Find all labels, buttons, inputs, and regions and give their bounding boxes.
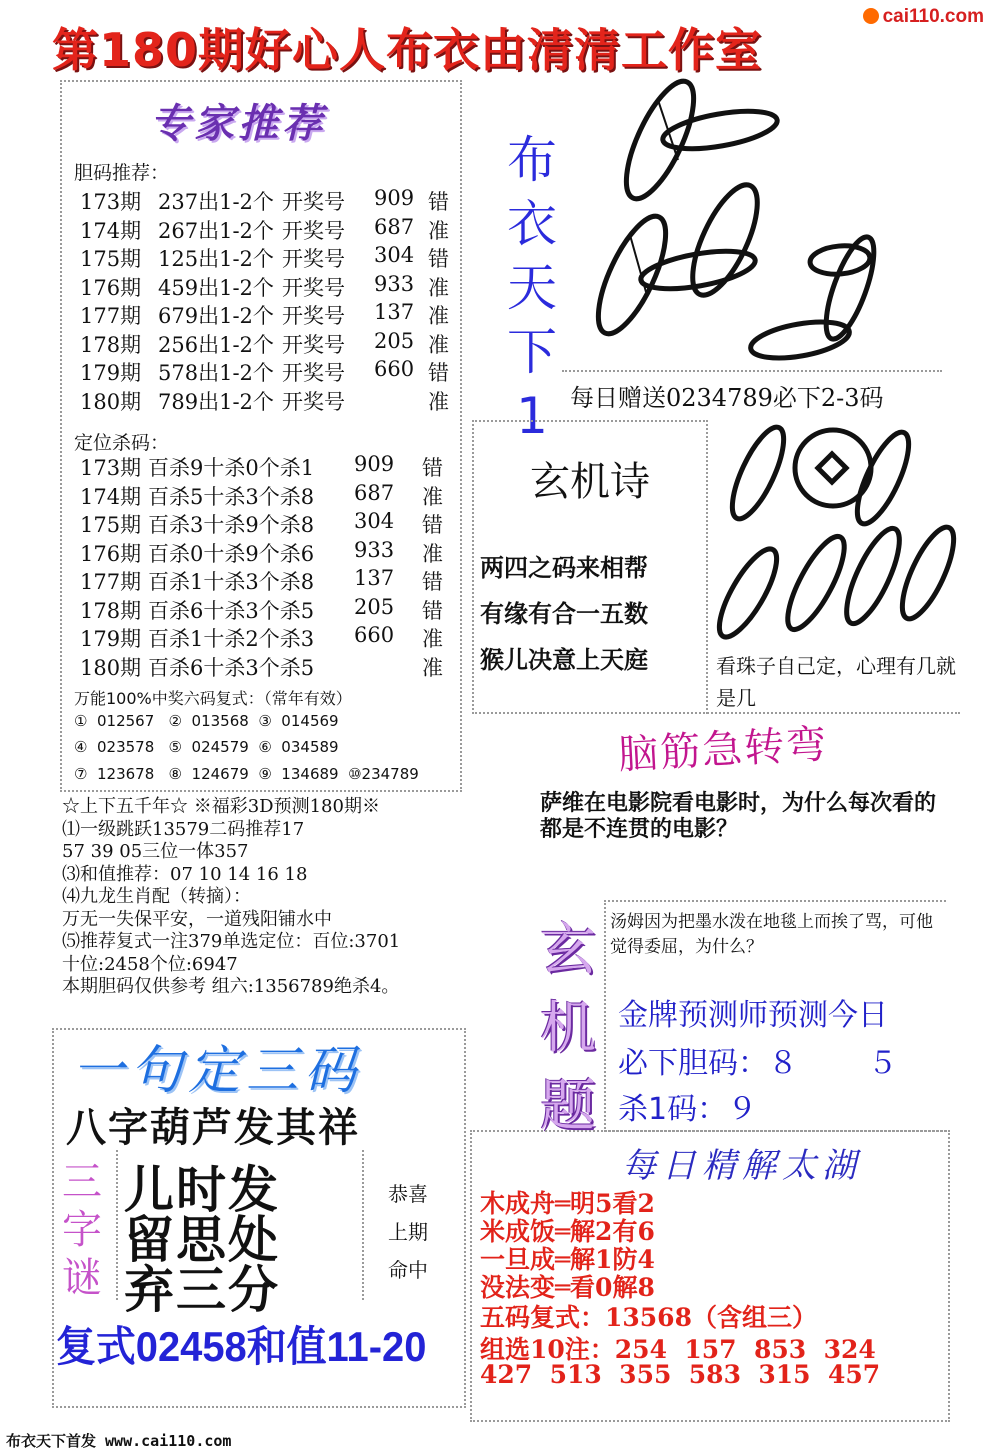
kill-status: 错 — [422, 513, 443, 537]
six-code-heading: 万能100%中奖六码复式：（常年有效） — [74, 689, 352, 708]
kill-result: 137 — [354, 566, 395, 590]
misc-line: ⑴一级跳跃13579二码推荐17 — [62, 818, 305, 840]
dan-result: 137 — [374, 300, 415, 324]
taihu-line: 427 513 355 583 315 457 — [480, 1360, 881, 1389]
kill-period: 180期 — [80, 655, 142, 680]
kill-period: 179期 — [80, 627, 142, 651]
misc-line: ⑸推荐复式一注379单选定位：百位:3701 — [62, 931, 401, 952]
dan-period: 179期 — [80, 361, 142, 385]
dan-period: 173期 — [80, 190, 142, 214]
taihu-line: 五码复式：13568（含组三） — [480, 1303, 817, 1332]
dan-pick: 459出1-2个 — [158, 275, 274, 300]
dan-status: 准 — [428, 332, 449, 357]
kill-period: 178期 — [80, 598, 142, 623]
kill-pick: 百杀6十杀3个杀5 — [148, 655, 315, 680]
sanzi-char: 三 — [62, 1159, 102, 1205]
dan-pick: 237出1-2个 — [158, 190, 274, 214]
poem-line: 两四之码来相帮 — [480, 554, 648, 582]
kill-period: 176期 — [80, 541, 142, 566]
taihu-title: 每日精解太湖 — [622, 1146, 862, 1186]
taihu-line: 木成舟═明5看2 — [480, 1189, 655, 1218]
six-code-row: ④ 023578 ⑤ 024579 ⑥ 034589 — [74, 738, 339, 756]
buyi-char: 下 — [507, 323, 557, 381]
misc-line: 十位:2458个位:6947 — [62, 953, 238, 975]
kill-status: 准 — [422, 484, 443, 509]
kill-status: 准 — [422, 627, 443, 651]
digit-box — [562, 370, 942, 372]
gold-line: 必下胆码：８ ５ — [618, 1046, 898, 1081]
kill-pick: 百杀1十杀3个杀8 — [148, 570, 315, 594]
riddle-line: 留思处 — [124, 1211, 280, 1269]
dan-label: 开奖号 — [282, 247, 345, 271]
kill-status: 错 — [422, 456, 443, 480]
dan-label: 开奖号 — [282, 304, 345, 328]
taihu-line: 一旦成═解1防4 — [480, 1245, 655, 1274]
poem-title: 玄机诗 — [530, 459, 650, 505]
yiju-title: 一句定三码 — [72, 1041, 363, 1101]
six-code-row: ① 012567 ② 013568 ③ 014569 — [74, 712, 339, 730]
dan-period: 180期 — [80, 389, 142, 414]
buyi-char: 天 — [507, 259, 557, 317]
xjt-char: 题 — [540, 1074, 596, 1139]
kill-result: 909 — [354, 452, 395, 476]
taihu-line: 米成饭═解2有6 — [480, 1217, 655, 1246]
dan-label: 开奖号 — [282, 332, 345, 357]
poem-line: 有缘有合一五数 — [480, 600, 648, 628]
gold-line: 杀1码：９ — [618, 1092, 758, 1127]
kill-status: 错 — [422, 570, 443, 594]
dan-pick: 679出1-2个 — [158, 304, 274, 328]
bazi-line: 八字葫芦发其祥 — [66, 1105, 360, 1151]
dan-label: 开奖号 — [282, 361, 345, 385]
kill-result: 205 — [354, 594, 395, 619]
dan-status: 准 — [428, 389, 449, 414]
dan-pick: 789出1-2个 — [158, 389, 274, 414]
dan-result: 660 — [374, 357, 415, 381]
logo-dot-icon — [863, 8, 879, 24]
dan-period: 174期 — [80, 218, 142, 243]
misc-block — [62, 796, 400, 999]
riddle-line: 弃三分 — [124, 1261, 280, 1319]
riddle-line: 儿时发 — [124, 1161, 280, 1219]
sanzi-vertical — [60, 1158, 104, 1302]
gold-line: 金牌预测师预测今日 — [618, 998, 888, 1033]
kill-status: 错 — [422, 598, 443, 623]
dan-result: 205 — [374, 328, 415, 353]
dan-pick: 256出1-2个 — [158, 332, 274, 357]
dan-period: 176期 — [80, 275, 142, 300]
kill-result: 687 — [354, 480, 395, 505]
brain-box — [540, 712, 960, 714]
congrats-vertical — [380, 1175, 436, 1289]
page-title: 第180期好心人布衣由清清工作室 — [52, 23, 763, 77]
dan-pick: 578出1-2个 — [158, 361, 274, 385]
kill-pick: 百杀6十杀3个杀5 — [148, 598, 315, 623]
fushi-line: 复式02458和值11-20 — [56, 1323, 427, 1370]
expert-title: 专家推荐 — [150, 101, 326, 147]
kill-result: 933 — [354, 537, 395, 562]
dan-status: 准 — [428, 218, 449, 243]
congrats-line: 恭喜 — [388, 1182, 428, 1206]
poem-line: 猴儿决意上天庭 — [480, 646, 648, 674]
misc-line: 万无一失保平安，一道残阳铺水中 — [62, 908, 332, 930]
brain-teaser-question: 萨维在电影院看电影时，为什么每次看的都是不连贯的电影？ — [540, 790, 937, 842]
beads-graphic — [708, 418, 958, 648]
kill-pick: 百杀3十杀9个杀8 — [148, 513, 315, 537]
dan-status: 错 — [428, 361, 449, 385]
buyi-char: 布 — [507, 131, 557, 189]
kill-result: 660 — [354, 623, 395, 647]
kill-status: 准 — [422, 655, 443, 680]
kill-label: 定位杀码： — [74, 432, 170, 454]
kill-period: 174期 — [80, 484, 142, 509]
dan-label: 胆码推荐： — [74, 162, 170, 184]
dan-status: 错 — [428, 190, 449, 214]
taihu-line: 组选10注：254 157 853 324 — [480, 1335, 876, 1364]
misc-line: 57 39 05三位一体357 — [62, 841, 249, 862]
misc-line: ⑶和值推荐：07 10 14 16 18 — [62, 863, 308, 885]
six-code-row: ⑦ 123678 ⑧ 124679 ⑨ 134689 ⑩234789 — [74, 765, 419, 783]
kill-period: 177期 — [80, 570, 142, 594]
congrats-line: 上期 — [388, 1220, 428, 1244]
dan-period: 178期 — [80, 332, 142, 357]
kill-result: 304 — [354, 509, 395, 533]
buyi-char: 衣 — [507, 195, 557, 253]
kill-period: 175期 — [80, 513, 142, 537]
misc-line: ☆上下五千年☆ ※福彩3D预测180期※ — [62, 796, 380, 817]
dan-label: 开奖号 — [282, 389, 345, 414]
site-url: cai110.com — [882, 6, 984, 27]
buyi-char: 1 — [516, 387, 548, 445]
dan-status: 准 — [428, 275, 449, 300]
dan-label: 开奖号 — [282, 275, 345, 300]
dan-status: 准 — [428, 304, 449, 328]
dan-period: 177期 — [80, 304, 142, 328]
bead-note: 看珠子自己定，心理有几就是几 — [716, 654, 956, 710]
kill-pick: 百杀1十杀2个杀3 — [148, 627, 315, 651]
dan-result: 687 — [374, 214, 415, 239]
kill-pick: 百杀9十杀0个杀1 — [148, 456, 315, 480]
dan-pick: 125出1-2个 — [158, 247, 274, 271]
kill-status: 准 — [422, 541, 443, 566]
kill-pick: 百杀5十杀3个杀8 — [148, 484, 315, 509]
dan-pick: 267出1-2个 — [158, 218, 274, 243]
buyi-vertical-title — [500, 128, 564, 448]
dan-result: 933 — [374, 271, 415, 296]
dan-label: 开奖号 — [282, 218, 345, 243]
sanzi-char: 字 — [62, 1207, 102, 1253]
dan-result: 304 — [374, 243, 415, 267]
site-logo — [863, 6, 984, 28]
dan-label: 开奖号 — [282, 190, 345, 214]
dan-result: 909 — [374, 186, 415, 210]
dan-period: 175期 — [80, 247, 142, 271]
misc-line: ⑷九龙生肖配（转摘）： — [62, 886, 251, 907]
xjt-char: 机 — [540, 996, 596, 1061]
xjt-vertical-title — [536, 912, 600, 1146]
xjt-question: 汤姆因为把墨水泼在地毯上而挨了骂，可他觉得委屈，为什么？ — [610, 912, 933, 957]
kill-period: 173期 — [80, 456, 142, 480]
misc-line: 本期胆码仅供参考 组六:1356789绝杀4。 — [62, 976, 400, 997]
xjt-char: 玄 — [540, 918, 596, 983]
kill-pick: 百杀0十杀9个杀6 — [148, 541, 315, 566]
brain-teaser-title: 脑筋急转弯 — [617, 721, 830, 779]
sanzi-char: 谜 — [62, 1255, 102, 1301]
dan-status: 错 — [428, 247, 449, 271]
congrats-line: 命中 — [388, 1258, 428, 1282]
footer-credit: 布衣天下首发 www.cai110.com — [6, 1432, 232, 1450]
taihu-line: 没法变═看0解8 — [480, 1273, 655, 1302]
daily-gift-text: 每日赠送0234789必下2-3码 — [570, 384, 884, 412]
digit-segment-graphic — [560, 70, 920, 390]
